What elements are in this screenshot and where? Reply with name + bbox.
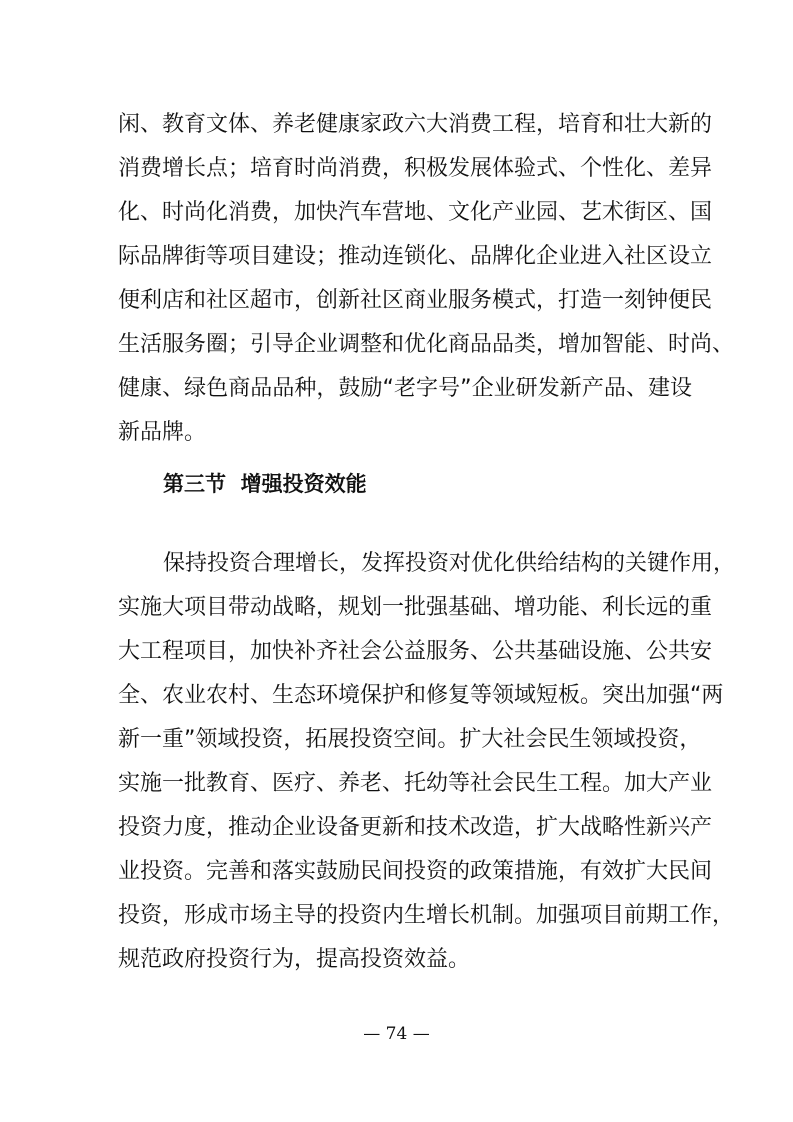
- section-heading: 第三节 增强投资效能: [163, 472, 367, 496]
- page-number: — 74 —: [363, 1024, 430, 1044]
- paragraph-investment: [118, 542, 736, 982]
- text-line: 规范政府投资行为，提高投资效益。: [118, 947, 471, 972]
- text-line: 消费增长点；培育时尚消费，积极发展体验式、个性化、差异: [118, 156, 713, 181]
- text-line: 大工程项目，加快补齐社会公益服务、公共基础设施、公共安: [118, 639, 713, 664]
- text-line: 业投资。完善和落实鼓励民间投资的政策措施，有效扩大民间: [118, 859, 713, 884]
- text-line: 际品牌街等项目建设；推动连锁化、品牌化企业进入社区设立: [118, 244, 713, 269]
- text-line: 全、农业农村、生态环境保护和修复等领域短板。突出加强“两: [118, 683, 724, 708]
- text-line: 实施大项目带动战略，规划一批强基础、增功能、利长远的重: [118, 595, 713, 620]
- text-line: 化、时尚化消费，加快汽车营地、文化产业园、艺术街区、国: [118, 200, 713, 225]
- text-line: 实施一批教育、医疗、养老、托幼等社会民生工程。加大产业: [118, 771, 713, 796]
- text-line: 投资，形成市场主导的投资内生增长机制。加强项目前期工作，: [118, 903, 735, 928]
- text-line: 新一重”领域投资，拓展投资空间。扩大社会民生领域投资，: [118, 727, 702, 752]
- text-line: 新品牌。: [118, 420, 207, 445]
- text-line: 健康、绿色商品品种，鼓励“老字号”企业研发新产品、建设: [118, 376, 692, 401]
- text-line: 便利店和社区超市，创新社区商业服务模式，打造一刻钟便民: [118, 288, 713, 313]
- text-line: 闲、教育文体、养老健康家政六大消费工程，培育和壮大新的: [118, 112, 713, 137]
- text-line: 投资力度，推动企业设备更新和技术改造，扩大战略性新兴产: [118, 815, 713, 840]
- paragraph-consumption: [118, 103, 735, 455]
- text-line: 保持投资合理增长，发挥投资对优化供给结构的关键作用，: [163, 551, 736, 576]
- text-line: 生活服务圈；引导企业调整和优化商品品类，增加智能、时尚、: [118, 332, 735, 357]
